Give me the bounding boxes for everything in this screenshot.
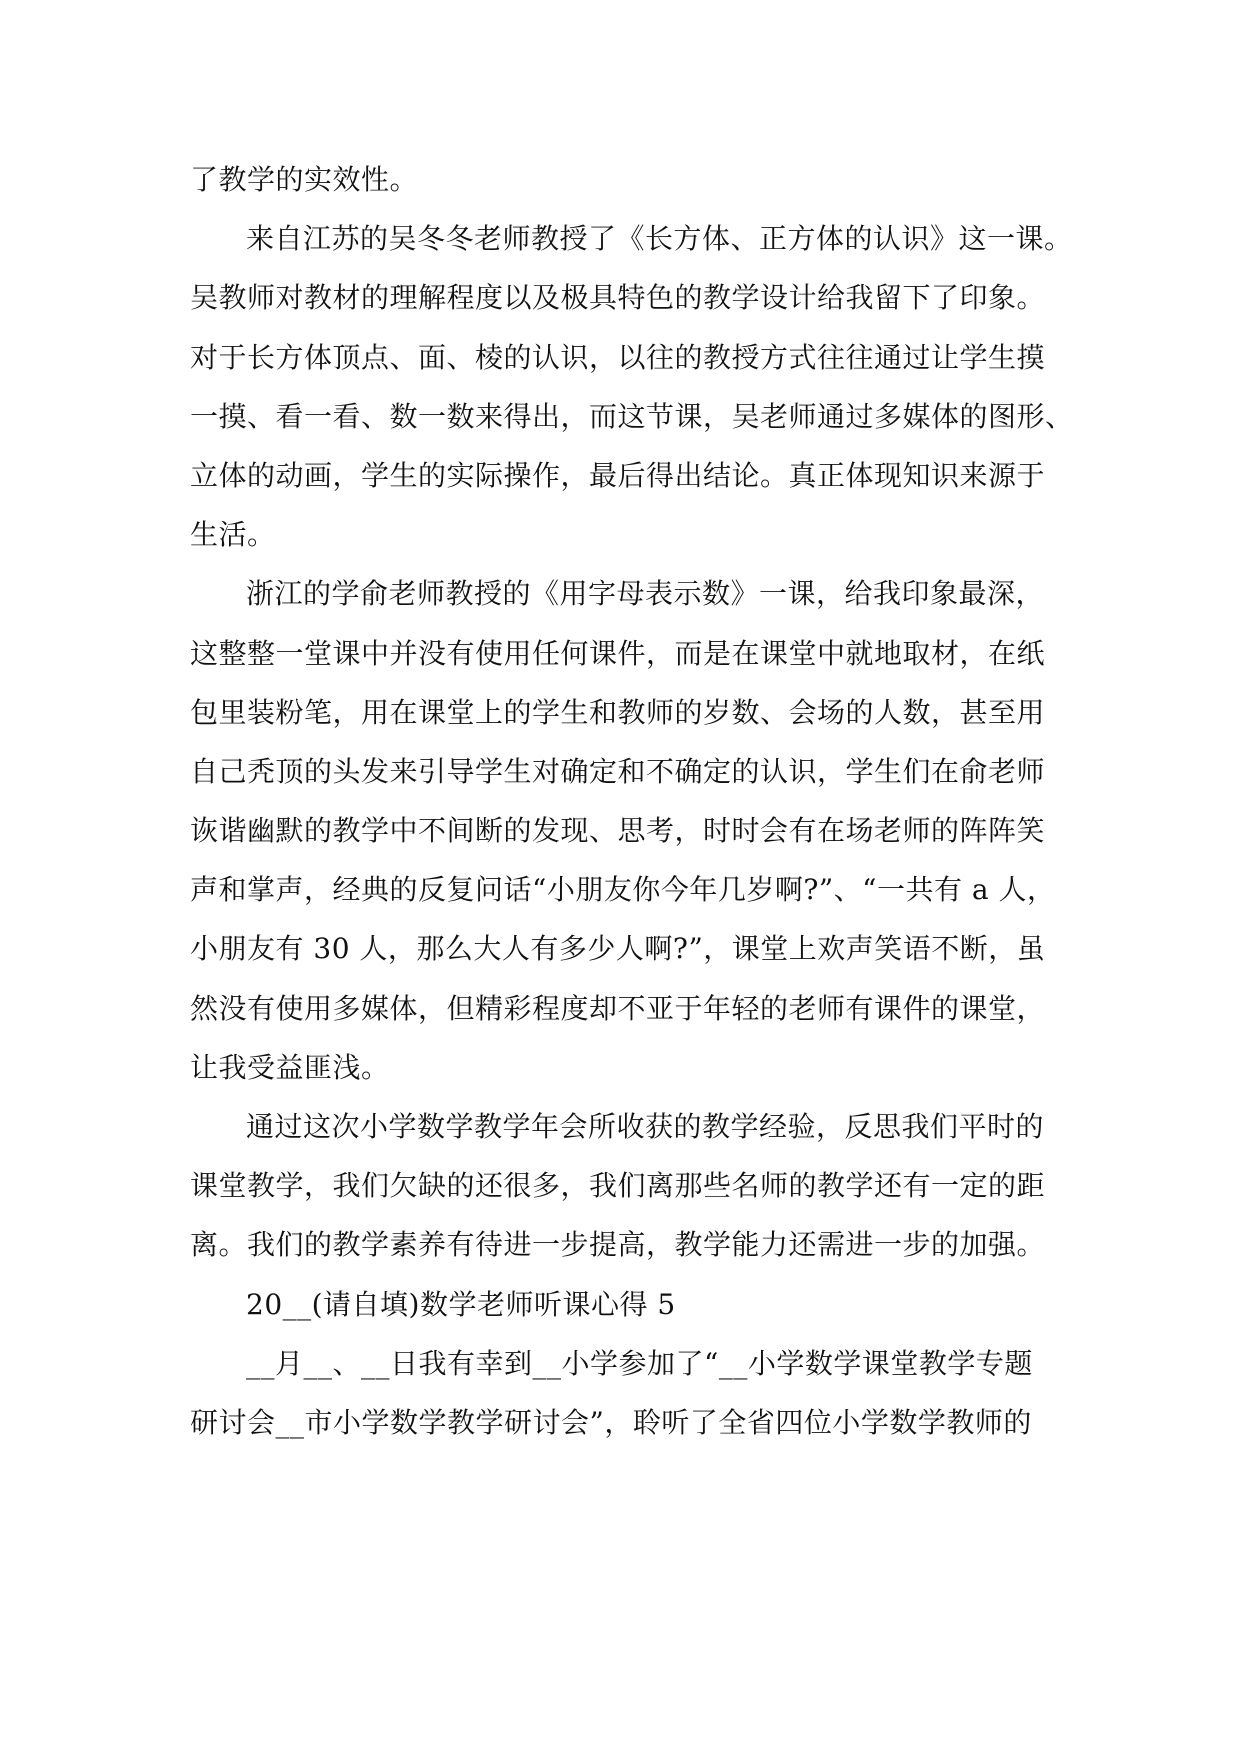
section-heading: 20__(请自填)数学老师听课心得 5: [246, 1287, 676, 1321]
text-line: 让我受益匪浅。: [190, 1050, 390, 1084]
text-line: 自己秃顶的头发来引导学生对确定和不确定的认识，学生们在俞老师: [190, 754, 1046, 788]
text-line: 来自江苏的吴冬冬老师教授了《长方体、正方体的认识》这一课。: [246, 222, 1073, 256]
text-line: 了教学的实效性。: [190, 163, 419, 196]
text-line: __月__、__日我有幸到__小学参加了“__小学数学课堂教学专题: [246, 1346, 1033, 1380]
text-line: 对于长方体顶点、面、棱的认识，以往的教授方式往往通过让学生摸: [190, 340, 1046, 374]
text-line: 研讨会__市小学数学教学研讨会”，聆听了全省四位小学数学教师的: [190, 1405, 1032, 1439]
text-line: 立体的动画，学生的实际操作，最后得出结论。真正体现知识来源于: [190, 458, 1046, 492]
text-line: 一摸、看一看、数一数来得出，而这节课，吴老师通过多媒体的图形、: [190, 399, 1074, 433]
text-line: 浙江的学俞老师教授的《用字母表示数》一课，给我印象最深，: [246, 577, 1045, 611]
text-line: 诙谐幽默的教学中不间断的发现、思考，时时会有在场老师的阵阵笑: [190, 814, 1046, 848]
document-body: [190, 150, 1074, 1452]
text-line: 小朋友有 30 人，那么大人有多少人啊?”，课堂上欢声笑语不断，虽: [190, 932, 1046, 966]
text-line: 离。我们的教学素养有待进一步提高，教学能力还需进一步的加强。: [190, 1228, 1046, 1262]
text-line: 包里装粉笔，用在课堂上的学生和教师的岁数、会场的人数，甚至用: [190, 695, 1046, 729]
text-line: 声和掌声，经典的反复问话“小朋友你今年几岁啊?”、“一共有 a 人，: [190, 873, 1056, 907]
text-line: 然没有使用多媒体，但精彩程度却不亚于年轻的老师有课件的课堂，: [190, 991, 1046, 1025]
text-line: 这整整一堂课中并没有使用任何课件，而是在课堂中就地取材，在纸: [190, 636, 1046, 670]
text-line: 通过这次小学数学教学年会所收获的教学经验，反思我们平时的: [246, 1110, 1045, 1143]
text-line: 吴教师对教材的理解程度以及极具特色的教学设计给我留下了印象。: [190, 281, 1046, 315]
text-line: 生活。: [190, 518, 276, 552]
text-line: 课堂教学，我们欠缺的还很多，我们离那些名师的教学还有一定的距: [190, 1169, 1046, 1203]
